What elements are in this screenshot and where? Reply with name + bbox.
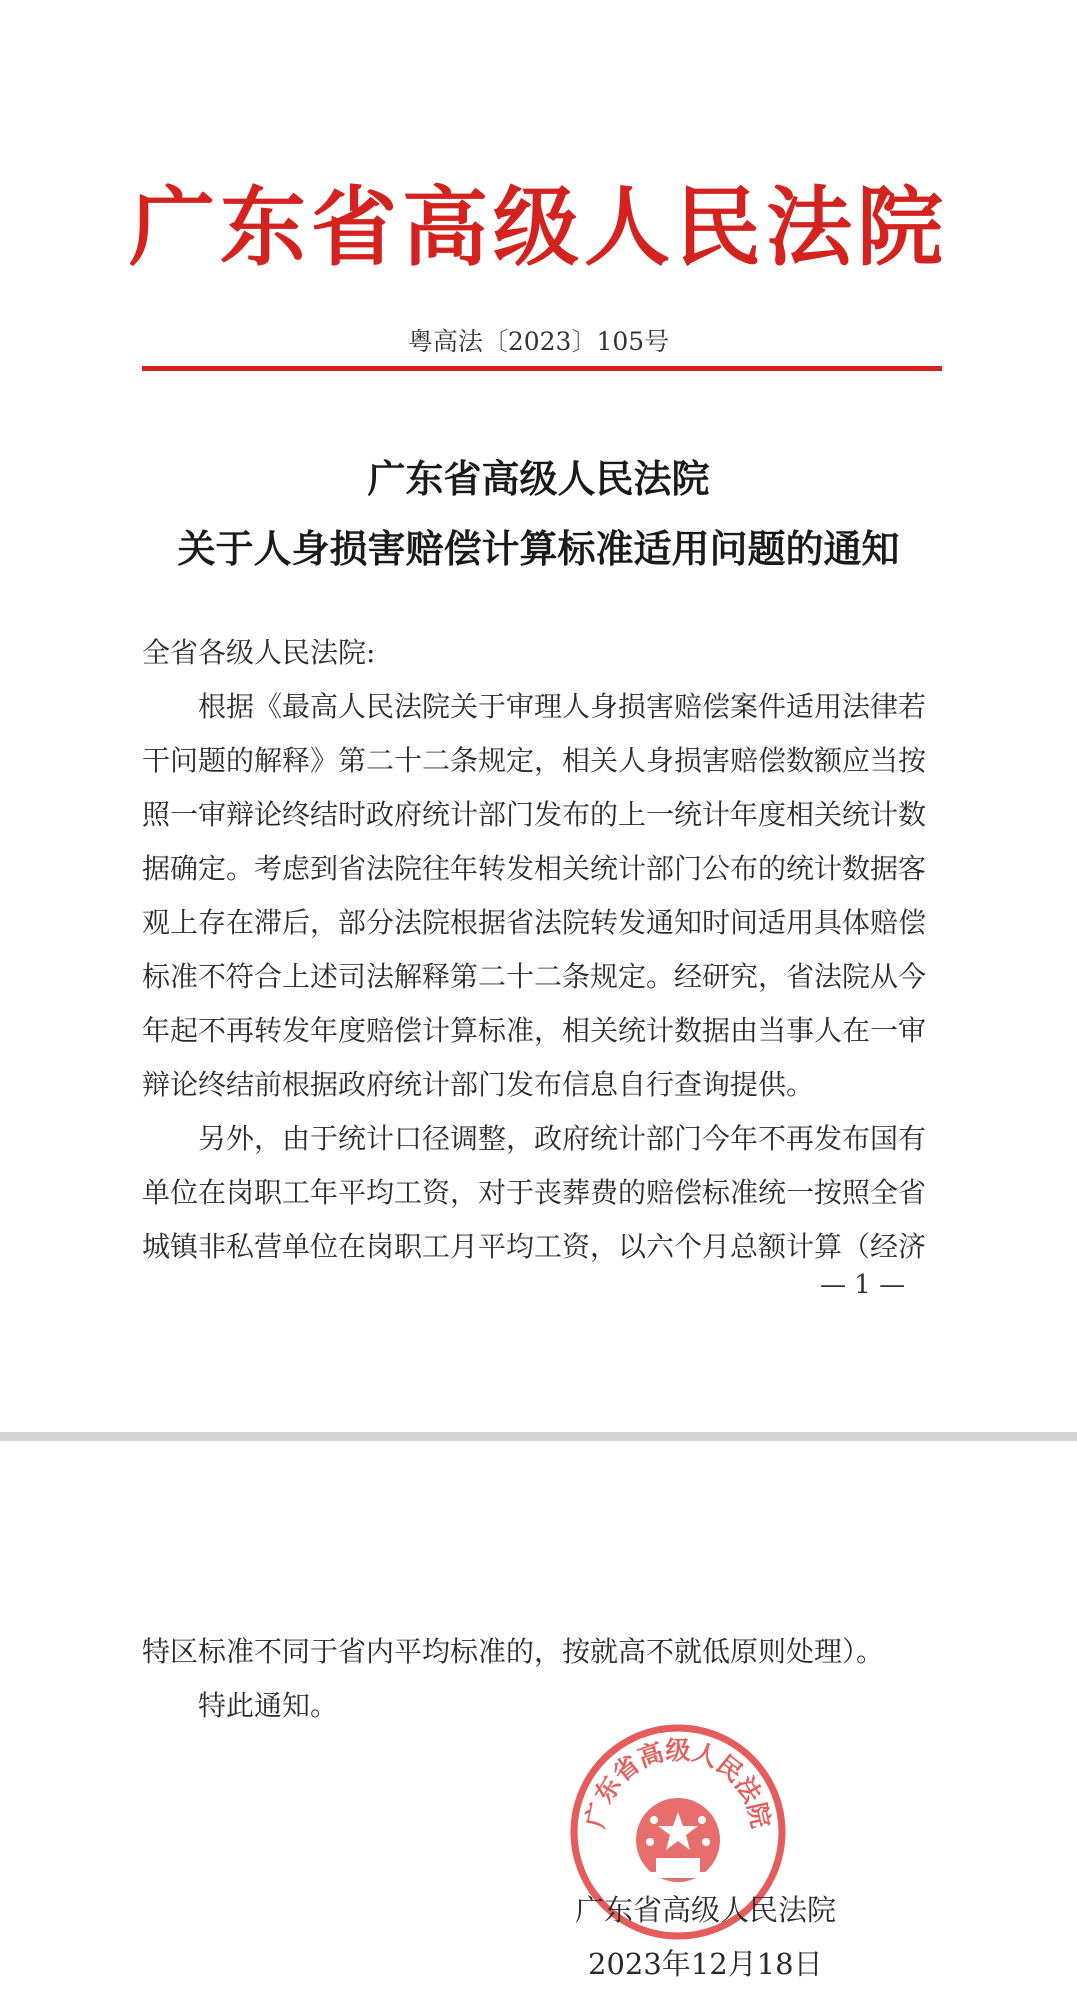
- seal-text: 广东省高级人民法院: [580, 1735, 776, 1831]
- issuer-name: 广东省高级人民法院: [575, 1893, 837, 1927]
- continuation-text: 特区标准不同于省内平均标准的，按就高不就低原则处理）。: [142, 1635, 885, 1668]
- red-divider-line: [142, 366, 942, 371]
- salutation: 全省各级人民法院:: [142, 636, 376, 669]
- paragraph-line: 照一审辩论终结时政府统计部门发布的上一统计年度相关统计数: [142, 798, 927, 831]
- page-separator: [0, 1432, 1077, 1441]
- masthead-title: 广东省高级人民法院: [129, 178, 948, 278]
- document-number: 粤高法〔2023〕105号: [407, 327, 670, 356]
- page-number: — 1 —: [820, 1270, 906, 1300]
- national-emblem-icon: [636, 1798, 720, 1882]
- issue-date: 2023年12月18日: [588, 1947, 823, 1981]
- paragraph-line: 据确定。考虑到省法院往年转发相关统计部门公布的统计数据客: [142, 852, 927, 885]
- notice-title-line-2: 关于人身损害赔偿计算标准适用问题的通知: [177, 526, 900, 571]
- body-paragraph-2: [142, 1112, 926, 1274]
- document-page-2: [0, 1441, 1077, 1993]
- paragraph-line: 根据《最高人民法院关于审理人身损害赔偿案件适用法律若: [198, 690, 927, 723]
- paragraph-line: 标准不符合上述司法解释第二十二条规定。经研究，省法院从今: [142, 960, 927, 993]
- body-paragraph-1: [142, 680, 926, 1112]
- paragraph-line: 观上存在滞后，部分法院根据省法院转发通知时间适用具体赔偿: [142, 906, 927, 939]
- paragraph-line: 干问题的解释》第二十二条规定，相关人身损害赔偿数额应当按: [142, 744, 927, 777]
- paragraph-line: 年起不再转发年度赔偿计算标准，相关统计数据由当事人在一审: [142, 1014, 927, 1047]
- paragraph-line: 辩论终结前根据政府统计部门发布信息自行查询提供。: [142, 1068, 815, 1101]
- paragraph-line: 另外，由于统计口径调整，政府统计部门今年不再发布国有: [198, 1122, 927, 1155]
- paragraph-line: 单位在岗职工年平均工资，对于丧葬费的赔偿标准统一按照全省: [142, 1176, 927, 1209]
- paragraph-line: 城镇非私营单位在岗职工月平均工资，以六个月总额计算（经济: [142, 1230, 927, 1263]
- closing-text: 特此通知。: [198, 1689, 339, 1722]
- notice-title-line-1: 广东省高级人民法院: [367, 456, 710, 501]
